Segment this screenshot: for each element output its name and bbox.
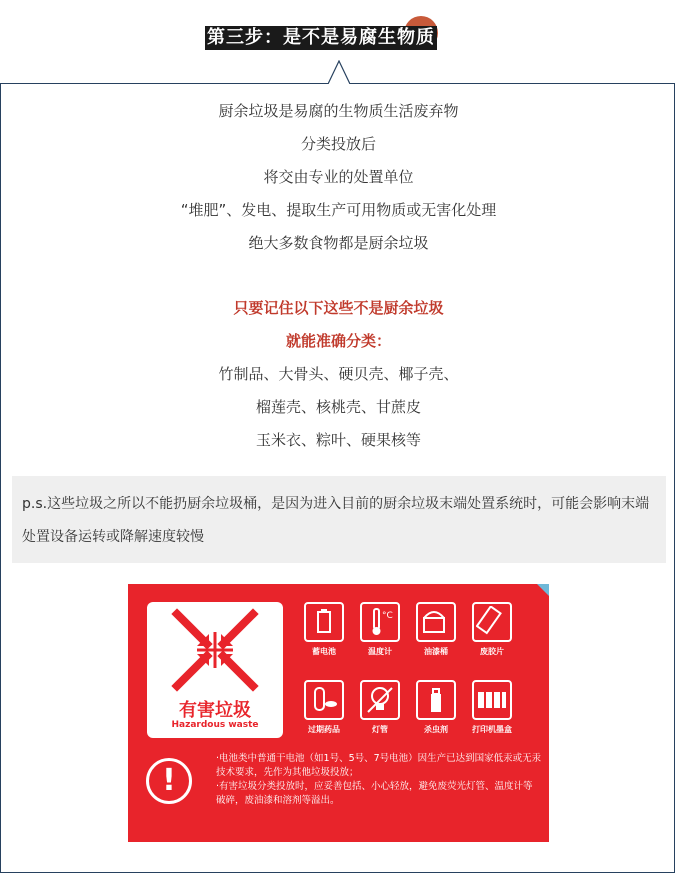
notch-pointer — [328, 60, 350, 84]
bulb-icon — [360, 680, 400, 720]
warning-icon: ! — [146, 758, 192, 804]
highlight-line: 只要记住以下这些不是厨余垃圾 — [233, 299, 444, 317]
hazard-arrows-icon — [147, 602, 283, 696]
icon-label: 废胶片 — [480, 647, 504, 656]
section-header — [0, 8, 677, 58]
intro-line: 分类投放后 — [300, 135, 376, 153]
icon-label: 油漆桶 — [424, 647, 448, 656]
warning-line: ·有害垃圾分类投放时，应妥善包括、小心轻放，避免废荧光灯管、温度计等破碎，废油漆和溶剂等溢出。 — [216, 781, 533, 806]
item-line: 榴莲壳、核桃壳、甘蔗皮 — [255, 398, 421, 416]
thermometer-icon — [360, 602, 400, 642]
hazard-sign-card — [147, 602, 283, 738]
battery-icon — [304, 602, 344, 642]
intro-line: 将交由专业的处置单位 — [263, 168, 414, 186]
hazard-title-en: Hazardous waste — [171, 720, 259, 730]
icon-label: 杀虫剂 — [424, 725, 448, 734]
spacer — [0, 260, 677, 292]
film-icon — [472, 602, 512, 642]
highlight-line: 就能准确分类： — [285, 332, 391, 350]
ps-note: p.s.这些垃圾之所以不能扔厨余垃圾桶，是因为进入目前的厨余垃圾末端处置系统时，可能会影响末端处置设备运转或降解速度较慢 — [12, 476, 666, 563]
section-title: 第三步：是不是易腐生物质 — [207, 27, 435, 48]
intro-line: 绝大多数食物都是厨余垃圾 — [248, 234, 429, 252]
intro-line: “堆肥”、发电、提取生产可用物质或无害化处理 — [180, 201, 497, 219]
medicine-icon — [304, 680, 344, 720]
hazard-title-cn: 有害垃圾 — [179, 700, 251, 721]
poster-corner — [537, 584, 549, 596]
intro-line: 厨余垃圾是易腐的生物质生活废弃物 — [218, 102, 459, 120]
item-line: 玉米衣、粽叶、硬果核等 — [255, 431, 421, 449]
hazardous-waste-poster — [128, 584, 549, 842]
item-line: 竹制品、大骨头、硬贝壳、椰子壳、 — [218, 365, 459, 383]
article-body — [0, 95, 677, 457]
icon-label: 过期药品 — [308, 725, 340, 734]
warning-line: ·电池类中普通干电池（如1号、5号、7号电池）因生产已达到国家低汞或无汞技术要求，先作为其他垃圾投放； — [216, 753, 542, 778]
svg-text:°C: °C — [382, 611, 393, 621]
paint-bucket-icon — [416, 602, 456, 642]
spray-icon — [416, 680, 456, 720]
icon-label: 温度计 — [368, 647, 392, 656]
icon-label: 灯管 — [372, 725, 388, 734]
icon-label: 打印机墨盒 — [472, 725, 512, 734]
warning-text — [216, 752, 542, 808]
cartridge-icon — [472, 680, 512, 720]
icon-label: 蓄电池 — [312, 647, 336, 656]
